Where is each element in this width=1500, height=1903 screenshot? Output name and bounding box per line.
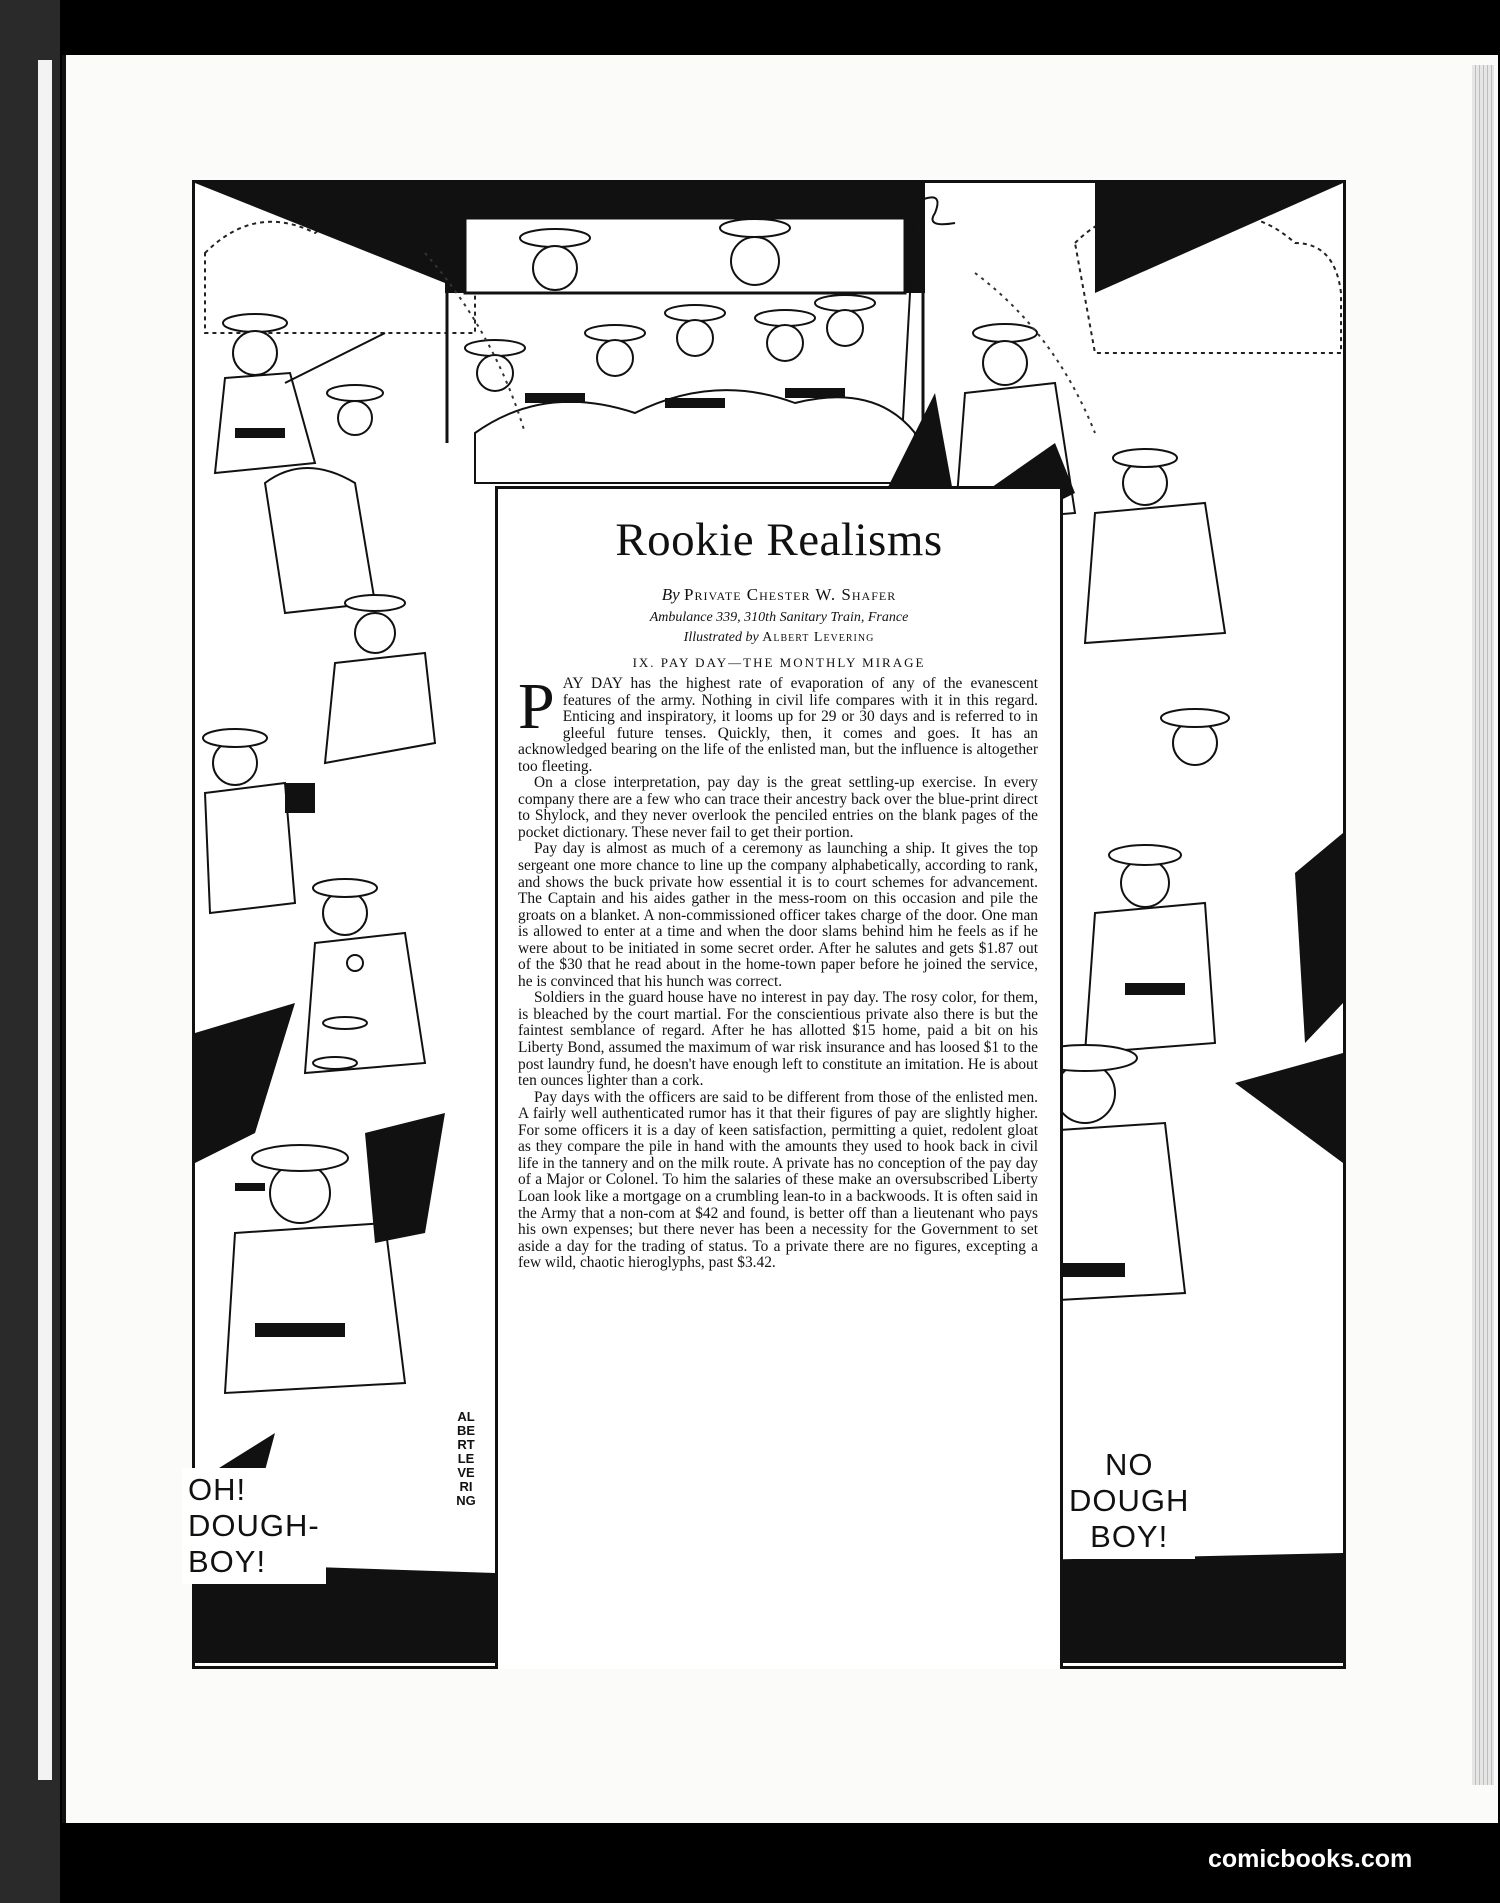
watermark: comicbooks.com [1208, 1845, 1413, 1873]
paragraph-1-text: AY DAY has the highest rate of evaporation of any of the evanescent features of the army. Nothing in civil life compares with it in this regard. Enticing and inspiratory, it looms up for 29 or 30 days and is referred to in gleeful future tenses. Quickly, then, it comes and goes. It has an acknowledged bearing on the life of the enlisted man, but the influence is altogether too fleeting. [518, 675, 1038, 775]
caption-left-line: DOUGH- [188, 1508, 320, 1543]
byline-prefix: By [661, 585, 680, 604]
illustrated-prefix: Illustrated by [683, 630, 759, 645]
caption-right-line: BOY! [1090, 1519, 1169, 1554]
section-heading: IX. PAY DAY—THE MONTHLY MIRAGE [632, 655, 926, 670]
adjacent-page-edge [38, 60, 52, 1780]
author-affiliation: Ambulance 339, 310th Sanitary Train, France [649, 610, 909, 625]
caption-right-line: NO [1104, 1447, 1154, 1482]
artist-signature: ALBERT LEVERING [456, 1409, 476, 1508]
caption-left-line: OH! [188, 1472, 247, 1507]
illustrator-name: Albert Levering [762, 630, 875, 645]
article-title: Rookie Realisms [615, 514, 943, 566]
page-stack-edge [1472, 65, 1494, 1785]
drop-cap: P [518, 670, 555, 743]
illustrator-credit [498, 630, 1060, 646]
caption-left-line: BOY! [188, 1544, 267, 1579]
adjacent-page-sliver [0, 0, 60, 1903]
paragraph-4: Soldiers in the guard house have no interest in pay day. The rosy color, for them, is bleached by the court martial. For the conscientious private also there is but the faintest semblance of regard. After he has allotted $15 home, paid a bit on his Liberty Bond, assumed the maximum of war risk insurance and has loosed $1 to the post laundry fund, he doesn't have enough left to constitute an imitation. He is about ten ounces lighter than a cork. [518, 989, 1038, 1090]
article-text-box [495, 486, 1063, 1669]
byline [498, 585, 1060, 605]
caption-no-doughboy [1063, 1443, 1195, 1559]
paragraph-5: Pay days with the officers are said to be different from those of the enlisted men. A fairly well authenticated rumor has it that their figures of pay are slightly higher. For some officers it is a day of keen satisfaction, permitting a quiet, redolent gloat as they compare the pile in hand with the amounts they used to hook back in civil life in the tannery and on the milk route. A private has no conception of the pay day of a Major or Colonel. To him the salaries of these make an oversubscribed Liberty Loan look like a mortgage on a crumbling lean-to in a backwoods. It is often said in the Army that a non-com at $42 and found, is better off than a lieutenant who pays his own expenses; but there never has been a necessity for the Government to set aside a day for the trading of status. To a private there are no figures, excepting a few wild, chaotic hieroglyphs, past $3.42. [518, 1088, 1038, 1272]
paragraph-1 [518, 670, 1038, 775]
paragraph-3: Pay day is almost as much of a ceremony as launching a ship. It gives the top sergeant one more chance to line up the company alphabetically, according to rank, and shows the buck private how essential it is to court schemes for advancement. The Captain and his aides gather in the mess-room on this occasion and pile the groats on a blanket. A non-commissioned officer takes charge of the door. One man is allowed to enter at a time and when the door slams behind him he feels as if he were about to be initiated in some secret order. After he salutes and gets $1.87 out of the $30 that he read about in the home-town paper before he joined the service, he is convinced that his hunch was correct. [518, 840, 1038, 990]
author-name: Private Chester W. Shafer [683, 585, 897, 604]
caption-oh-doughboy [182, 1468, 326, 1584]
article-body [518, 670, 1038, 1272]
caption-right-line: DOUGH [1069, 1483, 1190, 1518]
paragraph-2: On a close interpretation, pay day is the great settling-up exercise. In every company there are a few who can trace their ancestry back over the blue-print direct to Shylock, and they never overlook the penciled entries on the blank pages of the pocket dictionary. These never fail to get their portion. [518, 774, 1038, 841]
